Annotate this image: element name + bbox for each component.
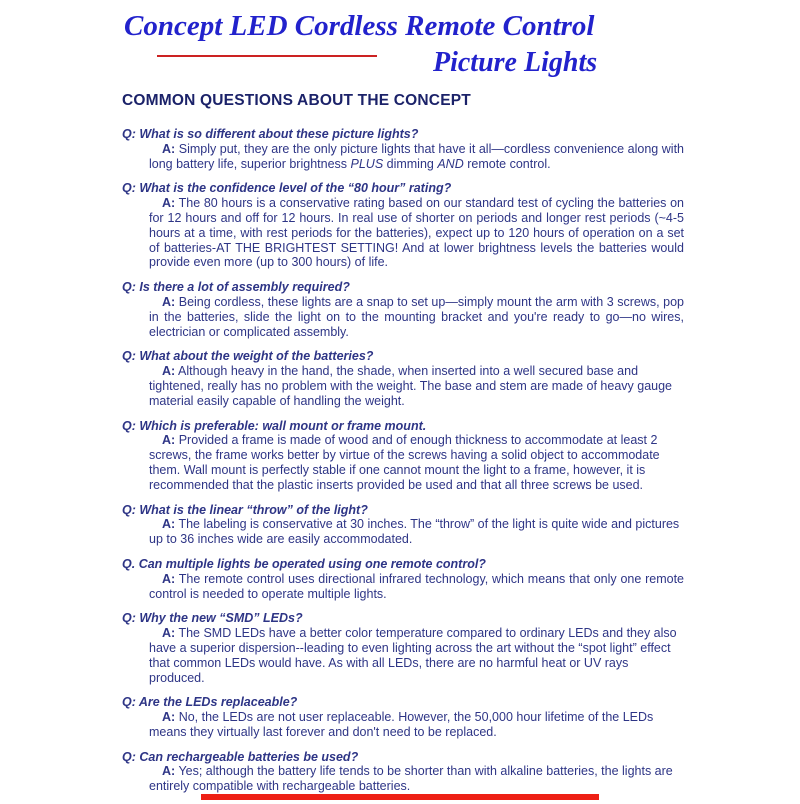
answer-prefix: A: [162,433,176,448]
faq-question [122,695,684,710]
faq-item [122,181,684,270]
question-prefix: Q: [122,611,136,626]
question-prefix: Q: [122,349,136,364]
answer-prefix: A: [162,364,176,379]
faq-item [122,557,684,601]
faq-question [122,280,684,295]
faq-item [122,419,684,493]
answer-prefix: A: [162,196,176,211]
faq-answer [149,572,684,602]
faq-answer [149,517,684,547]
faq-answer [149,142,684,172]
question-text: Why the new “SMD” LEDs? [139,611,303,626]
document-title-line1: Concept LED Cordless Remote Control [124,10,595,42]
document-title-line2: Picture Lights [433,47,598,78]
question-prefix: Q: [122,749,136,764]
faq-question [122,181,684,196]
question-text: What about the weight of the batteries? [139,349,374,364]
faq-answer [149,433,684,492]
faq-item [122,280,684,339]
answer-text: Although heavy in the hand, the shade, when inserted into a well secured base and tightened, really has no problem with the weight. The base and stem are made of heavy gauge material easily capable of handling the weight. [149,364,673,408]
faq-answer [149,710,684,740]
faq-question [122,349,684,364]
answer-prefix: A: [162,710,176,725]
answer-prefix: A: [162,517,176,532]
question-prefix: Q: [122,280,136,295]
faq-question [122,611,684,626]
answer-text: Yes; although the battery life tends to be shorter than with alkaline batteries, the lights are entirely compatible with rechargeable batteries. [149,764,673,794]
faq-answer [149,626,684,685]
faq-question [122,750,684,765]
answer-text: The remote control uses directional infrared technology, which means that only one remote control is needed to operate multiple lights. [149,571,684,601]
answer-text: The 80 hours is a conservative rating based on our standard test of cycling the batteries on for 12 hours and off for 12 hours. In real use of shorter on periods and longer rest periods (~4-5 hours at a time, with rest periods for the batteries), expect up to 120 hours of operation on a set of batteries-AT THE BRIGHTEST SETTING! And at lower brightness levels the batteries would provide even more (up to 300 hours) of life. [149,196,685,270]
question-text: Can rechargeable batteries be used? [139,749,359,764]
answer-prefix: A: [162,141,176,156]
section-heading: COMMON QUESTIONS ABOUT THE CONCEPT [122,92,471,109]
question-prefix: Q: [122,502,136,517]
faq-answer [149,295,684,339]
answer-text: Being cordless, these lights are a snap to set up—simply mount the arm with 3 screws, pop in the batteries, slide the light on to the mounting bracket and you're ready to go—no wires, electrician or complicated assembly. [149,294,684,339]
faq-item [122,127,684,171]
question-text: Are the LEDs replaceable? [138,695,298,710]
answer-text: Provided a frame is made of wood and of enough thickness to accommodate at least 2 screws, the frame works better by virtue of the screws having a solid object to accommodate them. Wall mount is perfectly stable if one cannot mount the light to a frame, however, it is recommended that the plastic inserts provided be used and that all three screws be used. [149,433,660,492]
faq-answer [149,196,684,270]
question-text: Can multiple lights be operated using one remote control? [138,556,486,571]
faq-item [122,695,684,739]
question-text: Is there a lot of assembly required? [139,280,350,295]
question-text: What is the confidence level of the “80 hour” rating? [139,181,452,196]
question-prefix: Q: [122,418,136,433]
answer-prefix: A: [162,626,176,641]
footer-red-bar [201,794,599,800]
faq-answer [149,364,684,408]
answer-text: The SMD LEDs have a better color temperature compared to ordinary LEDs and they also have a superior dispersion--leading to even lighting across the art without the “spot light” effect that common LEDs would have. As with all LEDs, there are no harmful heat or UV rays produced. [149,626,677,685]
question-prefix: Q. [122,556,136,571]
faq-question [122,503,684,518]
answer-prefix: A: [162,764,176,779]
faq-question [122,419,684,434]
question-text: What is the linear “throw” of the light? [139,502,368,517]
question-text: Which is preferable: wall mount or frame mount. [139,418,427,433]
faq-item [122,503,684,547]
faq-list [122,127,684,804]
question-prefix: Q: [122,695,136,710]
answer-prefix: A: [162,571,176,586]
answer-text: No, the LEDs are not user replaceable. However, the 50,000 hour lifetime of the LEDs means they virtually last forever and don't need to be replaced. [149,710,654,739]
faq-item [122,750,684,794]
question-prefix: Q: [122,127,136,141]
faq-item [122,349,684,408]
faq-item [122,611,684,685]
answer-text: The labeling is conservative at 30 inches. The “throw” of the light is quite wide and pictures up to 36 inches wide are easily accommodated. [149,517,680,547]
faq-question [122,127,684,142]
title-underline-rule [157,55,377,57]
answer-text: Simply put, they are the only picture lights that have it all—cordless convenience along with long battery life, superior brightness PLUS dimming AND remote control. [149,141,684,171]
question-text: What is so different about these picture lights? [139,127,419,141]
question-prefix: Q: [122,181,136,196]
answer-prefix: A: [162,294,176,309]
faq-question [122,557,684,572]
faq-answer [149,764,684,794]
